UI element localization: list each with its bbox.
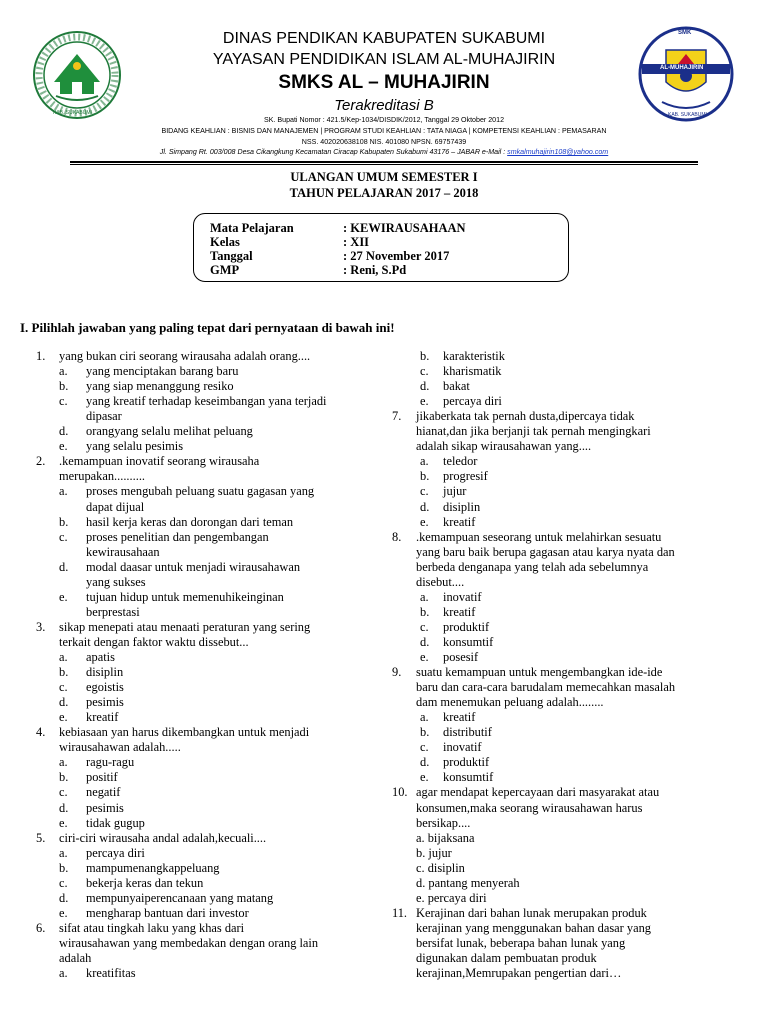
- question-text: adalah: [59, 951, 92, 965]
- info-label: Tanggal: [210, 249, 253, 263]
- question-number: 9.: [392, 665, 402, 680]
- option-letter: c.: [420, 484, 429, 499]
- option-letter: a.: [59, 650, 68, 664]
- option-letter: a.: [59, 755, 68, 770]
- logo-right-caption: KAB. SUKABUMI: [668, 112, 707, 118]
- option-text: berprestasi: [86, 604, 140, 619]
- option-letter: a.: [59, 364, 68, 379]
- option-letter: a.: [59, 484, 68, 499]
- option-text: yang kreatif terhadap keseimbangan yana terjadi: [86, 394, 327, 409]
- option-letter: e.: [59, 589, 68, 604]
- option-letter: d.: [59, 890, 69, 905]
- question-text: disebut....: [416, 574, 465, 589]
- option-text: modal daasar untuk menjadi wirausahawan: [86, 559, 301, 574]
- option-letter: c.: [420, 364, 429, 379]
- option-text: pesimis: [86, 695, 124, 710]
- option-text: percaya diri: [443, 394, 502, 409]
- option-letter: c.: [420, 740, 429, 755]
- option-text: kreatif: [443, 604, 476, 619]
- option-letter: b.: [420, 349, 430, 363]
- option-letter: e.: [59, 439, 68, 454]
- option-letter: c.: [59, 529, 68, 544]
- option-text: yang selalu pesimis: [86, 439, 184, 454]
- option-letter: b.: [59, 379, 69, 394]
- accreditation-status: Terakreditasi B: [334, 97, 434, 114]
- question-text: adalah sikap wirausahawan yang....: [416, 439, 592, 454]
- question-text: d. pantang menyerah: [416, 875, 520, 890]
- option-text: apatis: [86, 650, 115, 664]
- registration-numbers: NSS. 402020638108 NIS. 401080 NPSN. 69757439: [301, 138, 467, 146]
- info-label: GMP: [210, 263, 240, 277]
- question-number: 10.: [392, 785, 408, 800]
- option-letter: d.: [420, 755, 430, 770]
- option-letter: b.: [59, 514, 69, 529]
- question-number: 6.: [36, 920, 46, 935]
- question-text: sikap menepati atau menaati peraturan yang sering: [59, 619, 311, 634]
- question-number: 5.: [36, 830, 46, 845]
- info-value: : XII: [343, 235, 370, 249]
- info-value: : Reni, S.Pd: [343, 263, 407, 277]
- option-letter: d.: [420, 499, 430, 514]
- option-text: produktif: [443, 619, 490, 634]
- question-text: suatu kemampuan untuk mengembangkan ide-ide: [416, 665, 663, 680]
- option-text: kreatifitas: [86, 966, 136, 981]
- option-text: dipasar: [86, 409, 122, 424]
- question-text: berbeda denganapa yang telah ada sebelumnya: [416, 559, 649, 574]
- option-text: inovatif: [443, 740, 482, 755]
- option-text: percaya diri: [86, 845, 145, 860]
- option-text: tujuan hidup untuk memenuhikeinginan: [86, 589, 284, 604]
- option-letter: b.: [59, 665, 69, 680]
- info-label: Kelas: [210, 235, 240, 249]
- option-text: kreatif: [443, 710, 476, 725]
- question-number: 1.: [36, 349, 46, 363]
- option-letter: a.: [420, 454, 429, 469]
- option-letter: b.: [59, 860, 69, 875]
- option-text: inovatif: [443, 589, 482, 604]
- option-text: dapat dijual: [86, 499, 145, 514]
- option-text: yang siap menanggung resiko: [86, 379, 234, 394]
- option-text: konsumtif: [443, 634, 494, 649]
- option-text: positif: [86, 770, 118, 785]
- option-letter: d.: [59, 424, 69, 439]
- option-text: posesif: [443, 650, 479, 664]
- info-label: Mata Pelajaran: [210, 221, 294, 235]
- option-letter: b.: [420, 469, 430, 484]
- option-text: mengharap bantuan dari investor: [86, 905, 249, 920]
- logo-left-caption: KAB. SUKABUMI: [53, 110, 92, 116]
- option-text: kreatif: [86, 710, 119, 725]
- option-text: yang menciptakan barang baru: [86, 364, 239, 379]
- question-text: baru dan cara-cara barudalam memecahkan masalah: [416, 680, 676, 695]
- option-letter: e.: [420, 394, 429, 409]
- logo-right-top-label: SMK: [678, 30, 692, 36]
- question-text: a. bijaksana: [416, 830, 475, 845]
- question-text: yang baru baik berupa gagasan atau karya nyata dan: [416, 544, 675, 559]
- agency-name: DINAS PENDIKAN KABUPATEN SUKABUMI: [222, 30, 546, 47]
- question-number: 7.: [392, 409, 402, 424]
- option-letter: d.: [59, 695, 69, 710]
- question-number: 11.: [392, 905, 408, 920]
- info-value: : KEWIRAUSAHAAN: [343, 221, 466, 235]
- address-line: [0, 148, 768, 156]
- option-text: produktif: [443, 755, 490, 770]
- option-text: jujur: [443, 484, 467, 499]
- question-text: Kerajinan dari bahan lunak merupakan produk: [416, 905, 647, 920]
- option-letter: e.: [59, 710, 68, 725]
- foundation-name: YAYASAN PENDIDIKAN ISLAM AL-MUHAJIRIN: [212, 51, 556, 68]
- question-text: agar mendapat kepercayaan dari masyarakat atau: [416, 785, 660, 800]
- question-text: wirausahawan adalah.....: [59, 740, 181, 755]
- option-text: teledor: [443, 454, 478, 469]
- info-value: : 27 November 2017: [343, 249, 450, 263]
- sk-decree: SK. Bupati Nomor : 421.5/Kep-1034/DISDIK/2012, Tanggal 29 Oktober 2012: [263, 116, 505, 124]
- question-text: ciri-ciri wirausaha andal adalah,kecuali....: [59, 830, 267, 845]
- option-letter: a.: [59, 966, 68, 981]
- option-text: distributif: [443, 725, 492, 740]
- school-name: SMKS AL – MUHAJIRIN: [278, 72, 490, 93]
- option-letter: d.: [59, 800, 69, 815]
- question-text: bersifat lunak, beberapa bahan lunak yang: [416, 935, 626, 950]
- option-text: mampumenangkappeluang: [86, 860, 220, 875]
- option-text: kharismatik: [443, 364, 502, 379]
- exam-title: ULANGAN UMUM SEMESTER I: [290, 170, 478, 184]
- option-letter: c.: [420, 619, 429, 634]
- option-letter: c.: [59, 875, 68, 890]
- program-info: BIDANG KEAHLIAN : BISNIS DAN MANAJEMEN | PROGRAM STUDI KEAHLIAN : TATA NIAGA | KOMPETENSI KEAHLIAN : PEMASARAN: [161, 127, 607, 135]
- option-letter: d.: [59, 559, 69, 574]
- option-text: mempunyaiperencanaan yang matang: [86, 890, 274, 905]
- question-text: .kemampuan seseorang untuk melahirkan sesuatu: [416, 529, 662, 544]
- option-text: ragu-ragu: [86, 755, 135, 770]
- option-text: egoistis: [86, 680, 124, 695]
- option-text: negatif: [86, 785, 121, 800]
- option-letter: e.: [59, 905, 68, 920]
- option-text: konsumtif: [443, 770, 494, 785]
- option-letter: b.: [420, 725, 430, 740]
- option-letter: b.: [59, 770, 69, 785]
- option-letter: c.: [59, 785, 68, 800]
- option-text: tidak gugup: [86, 815, 145, 830]
- option-text: disiplin: [86, 665, 124, 680]
- question-text: merupakan..........: [59, 469, 146, 484]
- section-instruction: I. Pilihlah jawaban yang paling tepat dari pernyataan di bawah ini!: [20, 320, 395, 335]
- question-text: sifat atau tingkah laku yang khas dari: [59, 920, 245, 935]
- option-text: proses penelitian dan pengembangan: [86, 529, 269, 544]
- option-text: bekerja keras dan tekun: [86, 875, 204, 890]
- question-number: 2.: [36, 454, 46, 469]
- header-divider-thick: [70, 161, 698, 163]
- question-text: bersikap....: [416, 815, 471, 830]
- option-letter: a.: [420, 589, 429, 604]
- question-text: kerajinan,Memrupakan pengertian dari…: [416, 966, 622, 981]
- option-letter: d.: [420, 634, 430, 649]
- option-text: progresif: [443, 469, 488, 484]
- option-text: yang sukses: [86, 574, 146, 589]
- option-letter: e.: [420, 650, 429, 664]
- option-letter: e.: [420, 770, 429, 785]
- question-text: konsumen,maka seorang wirausahawan harus: [416, 800, 643, 815]
- option-text: hasil kerja keras dan dorongan dari teman: [86, 514, 294, 529]
- question-text: b. jujur: [416, 845, 452, 860]
- question-number: 4.: [36, 725, 46, 740]
- option-text: kewirausahaan: [86, 544, 160, 559]
- option-letter: c.: [59, 680, 68, 695]
- option-text: pesimis: [86, 800, 124, 815]
- question-text: hianat,dan jika berjanji tak pernah mengingkari: [416, 424, 651, 439]
- question-text: yang bukan ciri seorang wirausaha adalah orang....: [59, 349, 311, 363]
- option-text: orangyang selalu melihat peluang: [86, 424, 253, 439]
- question-text: kerajinan yang menggunakan bahan dasar yang: [416, 920, 651, 935]
- question-text: dam menemukan peluang adalah........: [416, 695, 604, 710]
- question-text: e. percaya diri: [416, 890, 487, 905]
- question-text: terkait dengan faktor waktu dissebut...: [59, 634, 249, 649]
- question-number: 3.: [36, 619, 46, 634]
- header-divider-thin: [70, 164, 698, 165]
- option-letter: c.: [59, 394, 68, 409]
- option-letter: a.: [59, 845, 68, 860]
- option-text: karakteristik: [443, 349, 505, 363]
- question-text: .kemampuan inovatif seorang wirausaha: [59, 454, 260, 469]
- option-letter: e.: [59, 815, 68, 830]
- question-text: jikaberkata tak pernah dusta,dipercaya tidak: [416, 409, 635, 424]
- exam-info-box: [193, 213, 569, 282]
- question-text: wirausahawan yang membedakan dengan orang lain: [59, 935, 319, 950]
- option-text: bakat: [443, 379, 470, 394]
- option-letter: d.: [420, 379, 430, 394]
- question-text: c. disiplin: [416, 860, 465, 875]
- option-letter: b.: [420, 604, 430, 619]
- email-link[interactable]: smkalmuhajirin108@yahoo.com: [507, 148, 609, 156]
- option-text: kreatif: [443, 514, 476, 529]
- question-text: digunakan dalam pembuatan produk: [416, 951, 597, 965]
- option-text: disiplin: [443, 499, 481, 514]
- address-text: Jl. Simpang Rt. 003/008 Desa Cikangkung Kecamatan Ciracap Kabupaten Sukabumi 43176 – JABAR e-Mail :: [159, 148, 508, 156]
- question-number: 8.: [392, 529, 402, 544]
- logo-right-banner: AL-MUHAJIRIN: [660, 65, 704, 71]
- option-letter: a.: [420, 710, 429, 725]
- question-text: kebiasaan yan harus dikembangkan untuk menjadi: [59, 725, 310, 740]
- academic-year: TAHUN PELAJARAN 2017 – 2018: [289, 186, 479, 200]
- option-letter: e.: [420, 514, 429, 529]
- option-text: proses mengubah peluang suatu gagasan yang: [86, 484, 315, 499]
